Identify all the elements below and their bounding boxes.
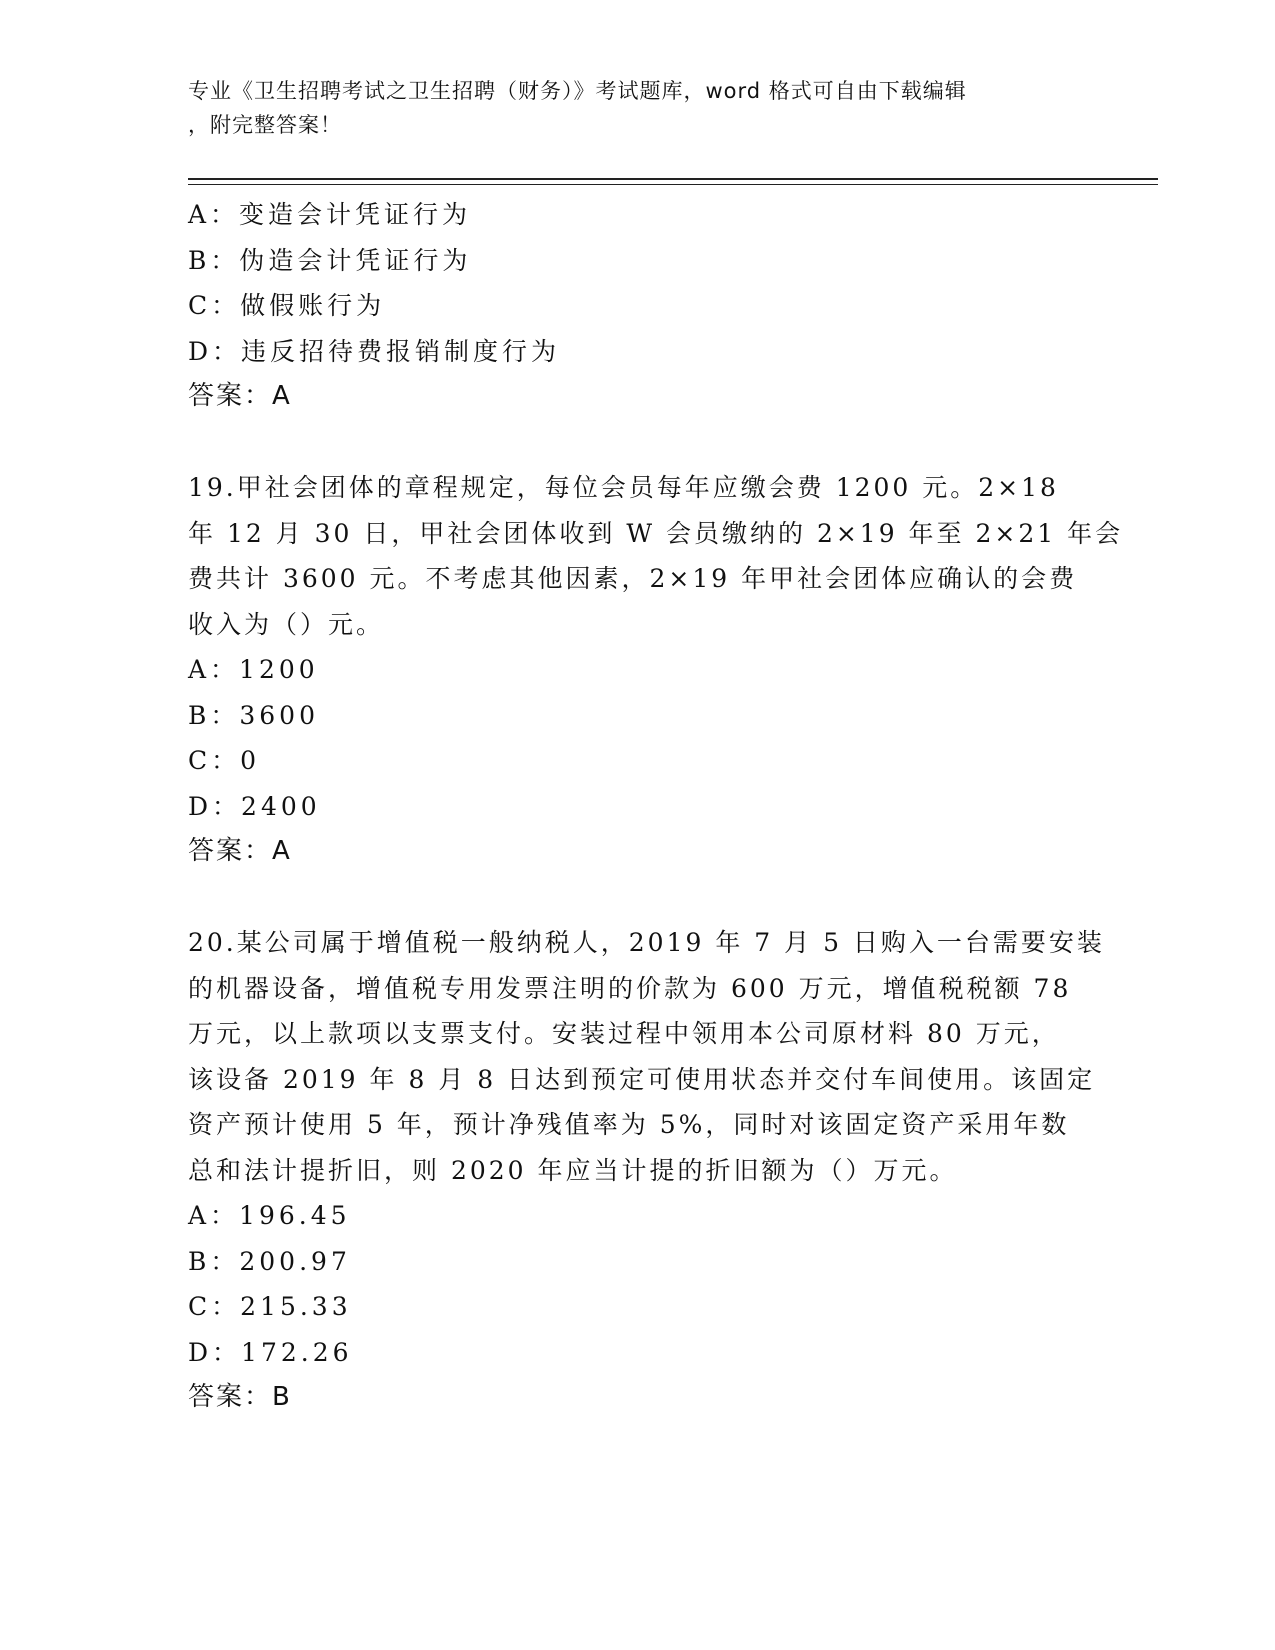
option-d: D：2400 (188, 791, 321, 821)
option-a: A：196.45 (188, 1201, 351, 1230)
header-line-1: 专业《卫生招聘考试之卫生招聘（财务）》考试题库，word 格式可自由下载编辑 (188, 79, 967, 103)
option-c: C：215.33 (188, 1292, 352, 1321)
question-20 (188, 920, 1158, 1421)
option-c: C：0 (188, 746, 261, 775)
option-d: D：172.26 (188, 1337, 353, 1367)
question-line: 总和法计提折旧，则 2020 年应当计提的折旧额为（）万元。 (188, 1155, 958, 1185)
option-a: A：1200 (188, 655, 319, 684)
question-line: 万元，以上款项以支票支付。安装过程中领用本公司原材料 80 万元， (188, 1019, 1060, 1048)
answer: 答案：B (188, 1382, 292, 1412)
header-line-2: ，附完整答案！ (188, 113, 342, 137)
question-text (188, 465, 1124, 647)
option-c: C：做假账行为 (188, 291, 386, 320)
spacer (188, 420, 1158, 466)
header-rule (188, 178, 1158, 180)
header-rule-thin (188, 184, 1158, 185)
question-line: 的机器设备，增值税专用发票注明的价款为 600 万元，增值税税额 78 (188, 973, 1072, 1003)
option-a: A：变造会计凭证行为 (188, 200, 472, 229)
question-line: 该设备 2019 年 8 月 8 日达到预定可使用状态并交付车间使用。该固定 (188, 1064, 1096, 1094)
question-list (188, 192, 1158, 1421)
question-line: 19.甲社会团体的章程规定，每位会员每年应缴会费 1200 元。2×18 (188, 473, 1059, 502)
question-line: 年 12 月 30 日，甲社会团体收到 W 会员缴纳的 2×19 年至 2×21 年会 (188, 518, 1124, 548)
question-19 (188, 465, 1158, 875)
answer: 答案：A (188, 381, 292, 411)
document-header (188, 74, 1088, 142)
option-b: B：3600 (188, 700, 319, 730)
option-d: D：违反招待费报销制度行为 (188, 336, 561, 366)
question-line: 收入为（）元。 (188, 609, 385, 639)
option-b: B：伪造会计凭证行为 (188, 245, 472, 275)
answer: 答案：A (188, 836, 292, 866)
question-line: 20.某公司属于增值税一般纳税人，2019 年 7 月 5 日购入一台需要安装 (188, 928, 1105, 957)
question-18 (188, 192, 1158, 420)
option-b: B：200.97 (188, 1246, 351, 1276)
question-text (188, 920, 1105, 1193)
question-line: 费共计 3600 元。不考虑其他因素，2×19 年甲社会团体应确认的会费 (188, 564, 1078, 593)
spacer (188, 875, 1158, 921)
question-line: 资产预计使用 5 年，预计净残值率为 5%，同时对该固定资产采用年数 (188, 1110, 1070, 1139)
